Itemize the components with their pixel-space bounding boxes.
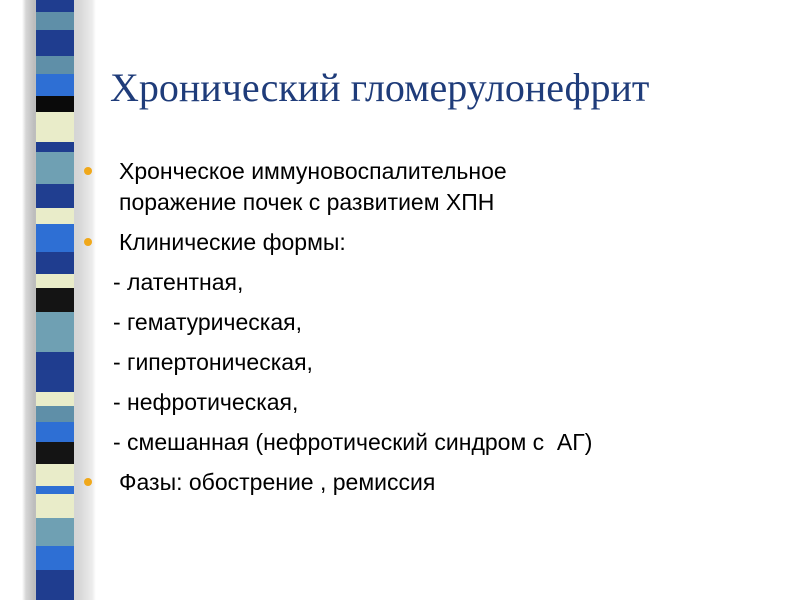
sub-item-mixed: - смешанная (нефротический синдром с АГ)	[113, 429, 593, 455]
decorative-stripe	[36, 392, 74, 406]
decorative-stripe	[36, 30, 74, 56]
sub-item-hypertensive: - гипертоническая,	[113, 349, 313, 375]
decorative-stripe	[36, 12, 74, 30]
decorative-stripe	[36, 0, 74, 12]
decorative-stripe-column	[36, 0, 74, 600]
decorative-stripe	[36, 464, 74, 486]
bullet-definition	[84, 156, 784, 218]
sub-item-latent: - латентная,	[113, 269, 244, 295]
slide-content	[84, 156, 784, 507]
bullet-text: Клинические формы:	[119, 229, 346, 255]
bullet-phases	[84, 467, 784, 498]
decorative-stripe	[36, 546, 74, 570]
decorative-stripe	[36, 112, 74, 142]
bullet-line: Хронческое иммуновоспалительное	[119, 158, 507, 184]
decorative-stripe	[36, 224, 74, 252]
bullet-line: поражение почек с развитием ХПН	[119, 189, 495, 215]
decorative-stripe	[36, 570, 74, 600]
decorative-stripe	[36, 274, 74, 288]
decorative-stripe	[36, 486, 74, 494]
decorative-stripe	[36, 252, 74, 274]
decorative-stripe	[36, 142, 74, 152]
decorative-stripe	[36, 96, 74, 112]
decorative-stripe	[36, 422, 74, 442]
sub-item-nephrotic: - нефротическая,	[113, 389, 299, 415]
decorative-stripe	[36, 208, 74, 224]
bullet-dot-icon	[84, 167, 92, 175]
decorative-stripe	[36, 370, 74, 392]
decorative-stripe	[36, 442, 74, 464]
decorative-stripe	[36, 312, 74, 352]
decorative-stripe	[36, 56, 74, 74]
decorative-stripe	[36, 152, 74, 184]
bullet-dot-icon	[84, 238, 92, 246]
decorative-stripe	[36, 494, 74, 518]
decorative-stripe	[36, 74, 74, 96]
slide-title: Хронический гломерулонефрит	[110, 65, 650, 110]
bullet-dot-icon	[84, 478, 92, 486]
decorative-stripe	[36, 352, 74, 370]
sub-item-hematuric: - гематурическая,	[113, 309, 302, 335]
decorative-stripe	[36, 288, 74, 312]
decorative-stripe	[36, 518, 74, 546]
decorative-stripe	[36, 184, 74, 208]
decorative-stripe	[36, 406, 74, 422]
bullet-clinical-forms	[84, 227, 784, 258]
bullet-text: Фазы: обострение , ремиссия	[119, 469, 436, 495]
